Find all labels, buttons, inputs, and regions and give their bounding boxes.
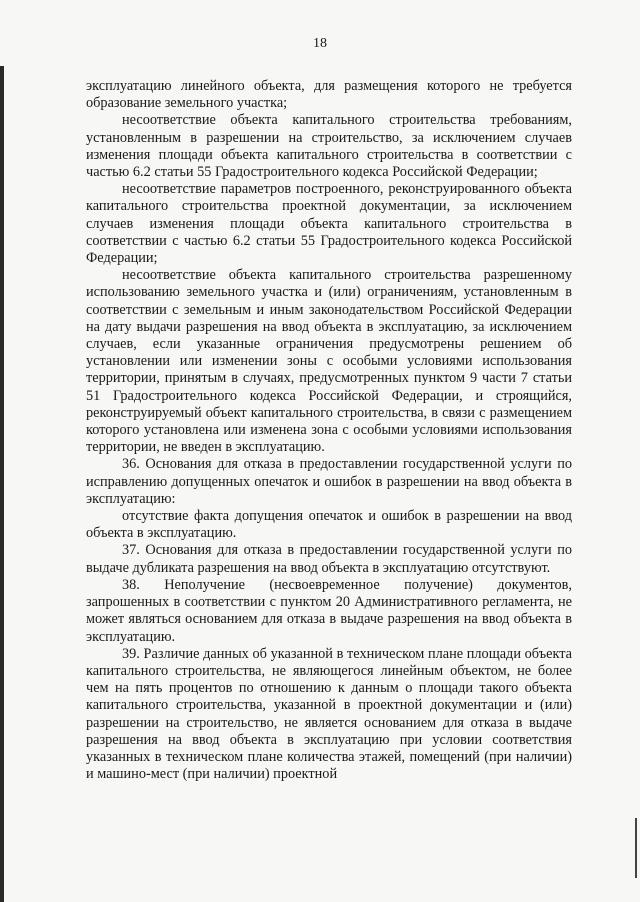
paragraph-item: несоответствие объекта капитального строительства требованиям, установленным в разрешении на строительство, за исключением случаев изменения площади объекта капитального строительства в соответствии с частью 6.2 статьи 55 Градостроительного кодекса Российской Федерации; [86, 112, 572, 181]
paragraph-continuation: эксплуатацию линейного объекта, для размещения которого не требуется образование земельного участка; [86, 78, 572, 112]
paragraph-clause-37: 37. Основания для отказа в предоставлении государственной услуги по выдаче дубликата разрешения на ввод объекта в эксплуатацию отсутствуют. [86, 542, 572, 576]
paragraph-clause-36: 36. Основания для отказа в предоставлении государственной услуги по исправлению допущенных опечаток и ошибок в разрешении на ввод объекта в эксплуатацию: [86, 456, 572, 507]
paragraph-clause-39: 39. Различие данных об указанной в техническом плане площади объекта капитального строительства, не являющегося линейным объектом, не более чем на пять процентов по отношению к данным о площади такого объекта капитального строительства, указанной в проектной документации и (или) разрешении на строительство, не является основанием для отказа в выдаче разрешения на ввод объекта в эксплуатацию при условии соответствия указанных в техническом плане количества этажей, помещений (при наличии) и машино-мест (при наличии) проектной [86, 645, 572, 783]
paragraph-item: несоответствие объекта капитального строительства разрешенному использованию земельного участка и (или) ограничениям, установленным в соответствии с земельным и иным законодательством Российской Федерации на дату выдачи разрешения на ввод объекта в эксплуатацию, за исключением случаев, если указанные ограничения предусмотрены решением об установлении или изменении зоны с особыми условиями использования территории, принятым в случаях, предусмотренных пунктом 9 части 7 статьи 51 Градостроительного кодекса Российской Федерации, и строящийся, реконструируемый объект капитального строительства, в связи с размещением которого установлена или изменена зона с особыми условиями использования территории, не введен в эксплуатацию. [86, 267, 572, 456]
scan-edge-right [635, 818, 637, 878]
page-number: 18 [313, 36, 327, 51]
document-body [86, 78, 572, 783]
paragraph-item: несоответствие параметров построенного, реконструированного объекта капитального строительства проектной документации, за исключением случаев изменения площади объекта капитального строительства в соответствии с частью 6.2 статьи 55 Градостроительного кодекса Российской Федерации; [86, 181, 572, 267]
paragraph-item: отсутствие факта допущения опечаток и ошибок в разрешении на ввод объекта в эксплуатацию. [86, 508, 572, 542]
paragraph-clause-38: 38. Неполучение (несвоевременное получение) документов, запрошенных в соответствии с пунктом 20 Административного регламента, не может являться основанием для отказа в выдаче разрешения на ввод объекта в эксплуатацию. [86, 576, 572, 645]
scan-edge-left [0, 66, 4, 902]
